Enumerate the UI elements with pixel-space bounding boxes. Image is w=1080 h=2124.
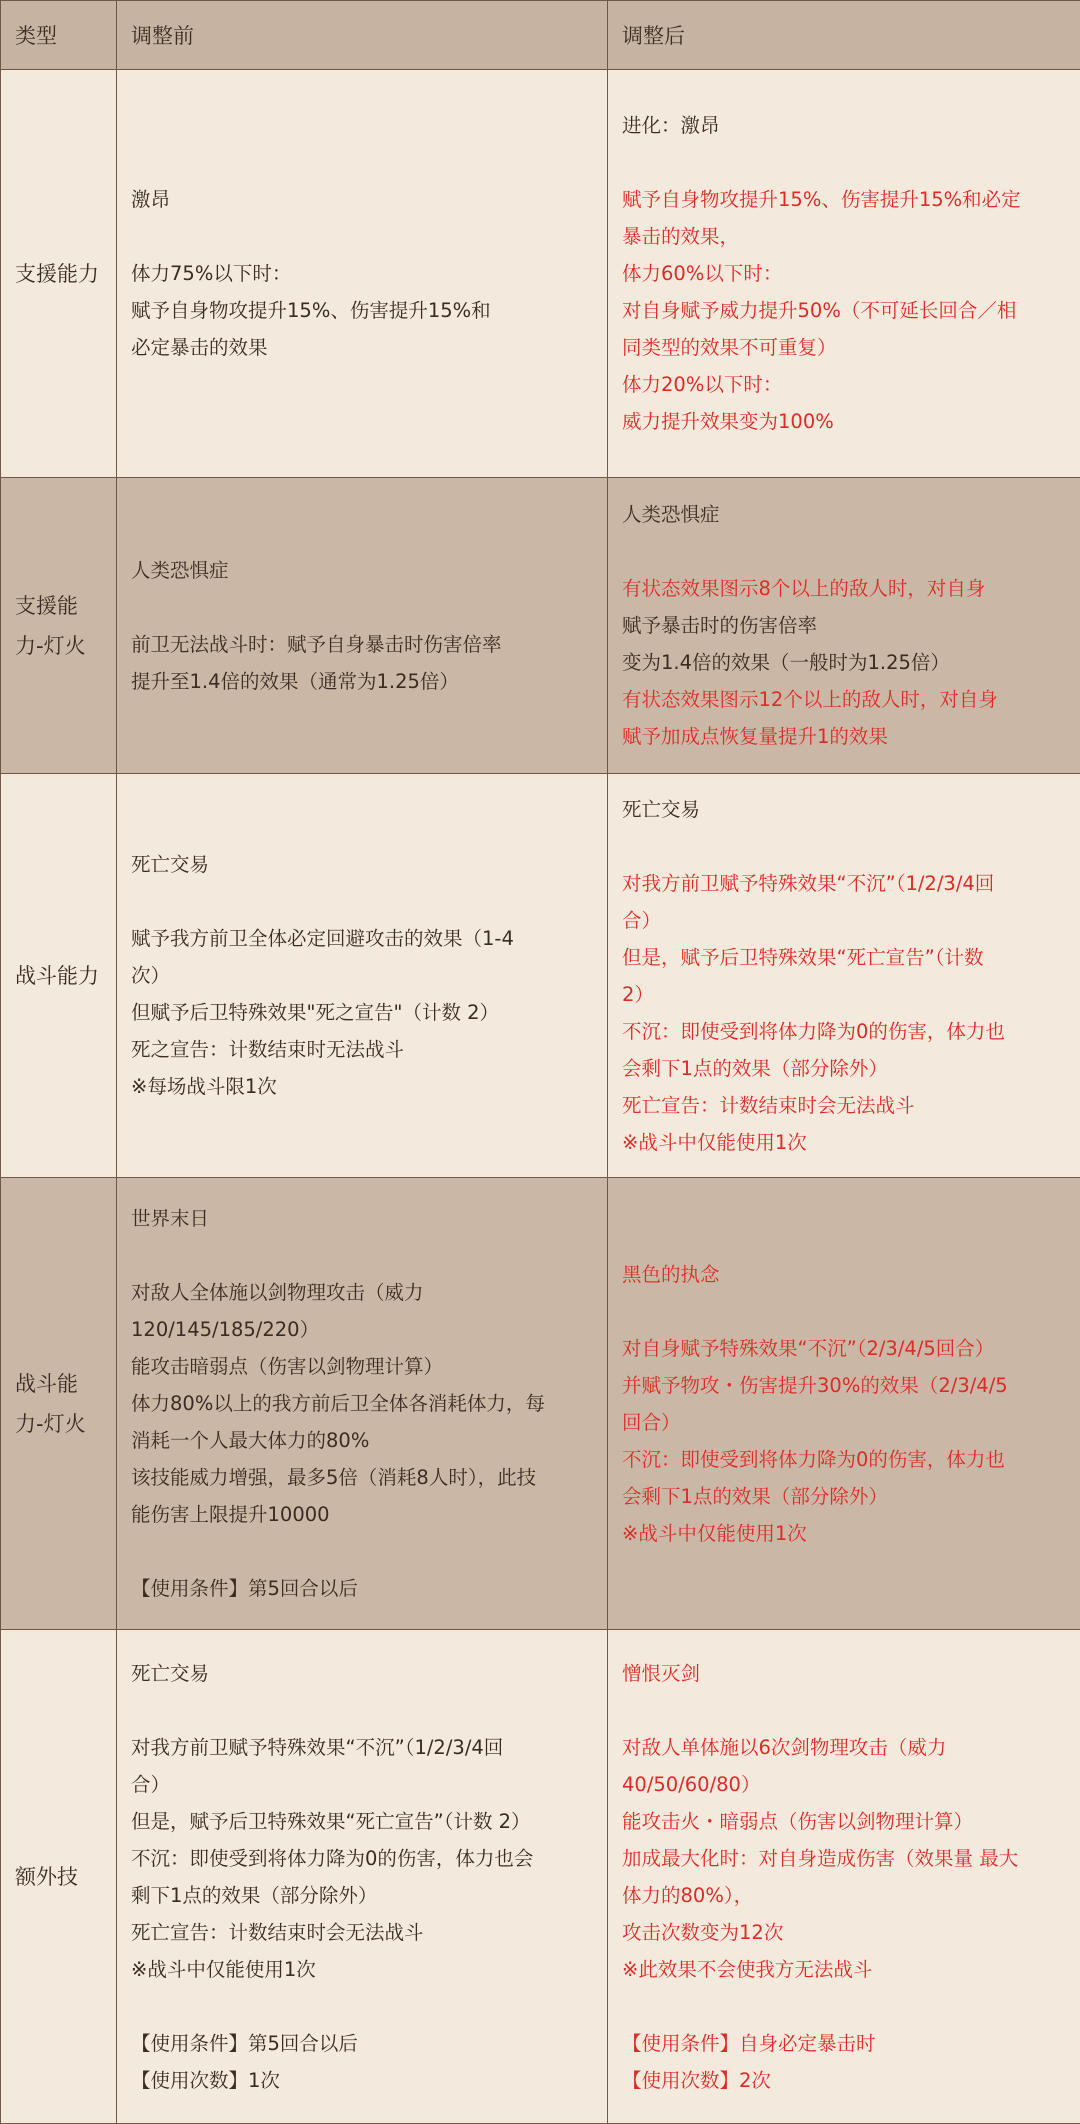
- blank-line: [622, 533, 1062, 570]
- text-line: 【使用条件】第5回合以后: [131, 2025, 589, 2062]
- text-line: 赋予加成点恢复量提升1的效果: [622, 718, 1062, 755]
- text-line: 但是，赋予后卫特殊效果“死亡宣告”（计数 2）: [131, 1803, 589, 1840]
- text-line: 能攻击暗弱点（伤害以剑物理计算）: [131, 1348, 589, 1385]
- text-line: 对敌人全体施以剑物理攻击（威力: [131, 1274, 589, 1311]
- blank-line: [622, 1692, 1062, 1729]
- row-type: 支援能力-灯火: [1, 478, 117, 774]
- text-line: 世界末日: [131, 1200, 589, 1237]
- text-line: 对敌人单体施以6次剑物理攻击（威力: [622, 1729, 1062, 1766]
- text-line: 提升至1.4倍的效果（通常为1.25倍）: [131, 663, 589, 700]
- text-line: 死亡宣告：计数结束时会无法战斗: [131, 1914, 589, 1951]
- text-line: 对我方前卫赋予特殊效果“不沉”（1/2/3/4回: [131, 1729, 589, 1766]
- header-after: 调整后: [608, 1, 1080, 70]
- text-line: 有状态效果图示8个以上的敌人时，对自身: [622, 570, 1062, 607]
- blank-line: [131, 1988, 589, 2025]
- blank-line: [622, 1293, 1062, 1330]
- blank-line: [622, 1988, 1062, 2025]
- text-line: 但赋予后卫特殊效果"死之宣告"（计数 2）: [131, 994, 589, 1031]
- table-header-row: [1, 1, 1080, 70]
- text-line: 体力80%以上的我方前后卫全体各消耗体力，每: [131, 1385, 589, 1422]
- text-line: 【使用条件】自身必定暴击时: [622, 2025, 1062, 2062]
- text-line: 变为1.4倍的效果（一般时为1.25倍）: [622, 644, 1062, 681]
- text-line: 并赋予物攻・伤害提升30%的效果（2/3/4/5: [622, 1367, 1062, 1404]
- text-line: 赋予自身物攻提升15%、伤害提升15%和必定: [622, 181, 1062, 218]
- text-line: 暴击的效果，: [622, 218, 1062, 255]
- text-line: 剩下1点的效果（部分除外）: [131, 1877, 589, 1914]
- text-line: 赋予暴击时的伤害倍率: [622, 607, 1062, 644]
- text-line: 攻击次数变为12次: [622, 1914, 1062, 1951]
- text-line: 死亡宣告：计数结束时会无法战斗: [622, 1087, 1062, 1124]
- text-line: ※每场战斗限1次: [131, 1068, 589, 1105]
- text-line: 死之宣告：计数结束时无法战斗: [131, 1031, 589, 1068]
- text-line: 但是，赋予后卫特殊效果“死亡宣告”（计数: [622, 939, 1062, 976]
- table-row: [1, 70, 1080, 478]
- text-line: 进化：激昂: [622, 107, 1062, 144]
- text-line: 回合）: [622, 1404, 1062, 1441]
- text-line: 激昂: [131, 181, 589, 218]
- text-line: 死亡交易: [622, 791, 1062, 828]
- text-line: ※战斗中仅能使用1次: [622, 1515, 1062, 1552]
- text-line: 体力20%以下时：: [622, 366, 1062, 403]
- text-line: 必定暴击的效果: [131, 329, 589, 366]
- text-line: 不沉：即使受到将体力降为0的伤害，体力也会: [131, 1840, 589, 1877]
- text-line: 人类恐惧症: [131, 552, 589, 589]
- text-line: 合）: [131, 1766, 589, 1803]
- table-row: [1, 774, 1080, 1178]
- text-line: 赋予自身物攻提升15%、伤害提升15%和: [131, 292, 589, 329]
- blank-line: [131, 1533, 589, 1570]
- text-line: 威力提升效果变为100%: [622, 403, 1062, 440]
- text-line: 合）: [622, 902, 1062, 939]
- text-line: 人类恐惧症: [622, 496, 1062, 533]
- text-line: 能攻击火・暗弱点（伤害以剑物理计算）: [622, 1803, 1062, 1840]
- table-row: [1, 478, 1080, 774]
- text-line: 能伤害上限提升10000: [131, 1496, 589, 1533]
- text-line: 有状态效果图示12个以上的敌人时，对自身: [622, 681, 1062, 718]
- text-line: 2）: [622, 976, 1062, 1013]
- row-type: 战斗能力: [1, 774, 117, 1178]
- text-line: ※此效果不会使我方无法战斗: [622, 1951, 1062, 1988]
- text-line: 消耗一个人最大体力的80%: [131, 1422, 589, 1459]
- after-cell: [608, 70, 1080, 478]
- text-line: 体力的80%），: [622, 1877, 1062, 1914]
- text-line: ※战斗中仅能使用1次: [622, 1124, 1062, 1161]
- before-cell: [117, 70, 608, 478]
- blank-line: [131, 589, 589, 626]
- header-type: 类型: [1, 1, 117, 70]
- text-line: 40/50/60/80）: [622, 1766, 1062, 1803]
- before-cell: [117, 478, 608, 774]
- text-line: 120/145/185/220）: [131, 1311, 589, 1348]
- after-cell: [608, 478, 1080, 774]
- row-type: 战斗能力-灯火: [1, 1178, 117, 1630]
- after-cell: [608, 774, 1080, 1178]
- row-type: 额外技: [1, 1630, 117, 2124]
- before-cell: [117, 1178, 608, 1630]
- before-cell: [117, 774, 608, 1178]
- text-line: 黑色的执念: [622, 1256, 1062, 1293]
- after-cell: [608, 1630, 1080, 2124]
- text-line: 【使用次数】1次: [131, 2062, 589, 2099]
- text-line: 该技能威力增强，最多5倍（消耗8人时），此技: [131, 1459, 589, 1496]
- text-line: 次）: [131, 957, 589, 994]
- text-line: ※战斗中仅能使用1次: [131, 1951, 589, 1988]
- after-cell: [608, 1178, 1080, 1630]
- text-line: 加成最大化时：对自身造成伤害（效果量 最大: [622, 1840, 1062, 1877]
- text-line: 憎恨灭剑: [622, 1655, 1062, 1692]
- blank-line: [131, 883, 589, 920]
- text-line: 不沉：即使受到将体力降为0的伤害，体力也: [622, 1441, 1062, 1478]
- text-line: 对自身赋予威力提升50%（不可延长回合／相: [622, 292, 1062, 329]
- text-line: 同类型的效果不可重复）: [622, 329, 1062, 366]
- text-line: 会剩下1点的效果（部分除外）: [622, 1050, 1062, 1087]
- text-line: 不沉：即使受到将体力降为0的伤害，体力也: [622, 1013, 1062, 1050]
- text-line: 对我方前卫赋予特殊效果“不沉”（1/2/3/4回: [622, 865, 1062, 902]
- table-row: [1, 1178, 1080, 1630]
- text-line: 死亡交易: [131, 1655, 589, 1692]
- text-line: 前卫无法战斗时：赋予自身暴击时伤害倍率: [131, 626, 589, 663]
- text-line: 体力75%以下时：: [131, 255, 589, 292]
- blank-line: [622, 828, 1062, 865]
- text-line: 体力60%以下时：: [622, 255, 1062, 292]
- text-line: 会剩下1点的效果（部分除外）: [622, 1478, 1062, 1515]
- blank-line: [131, 218, 589, 255]
- blank-line: [131, 1692, 589, 1729]
- row-type: 支援能力: [1, 70, 117, 478]
- text-line: 【使用条件】第5回合以后: [131, 1570, 589, 1607]
- before-cell: [117, 1630, 608, 2124]
- header-before: 调整前: [117, 1, 608, 70]
- blank-line: [131, 1237, 589, 1274]
- table-row: [1, 1630, 1080, 2124]
- blank-line: [622, 144, 1062, 181]
- text-line: 赋予我方前卫全体必定回避攻击的效果（1-4: [131, 920, 589, 957]
- text-line: 对自身赋予特殊效果“不沉”（2/3/4/5回合）: [622, 1330, 1062, 1367]
- text-line: 死亡交易: [131, 846, 589, 883]
- text-line: 【使用次数】2次: [622, 2062, 1062, 2099]
